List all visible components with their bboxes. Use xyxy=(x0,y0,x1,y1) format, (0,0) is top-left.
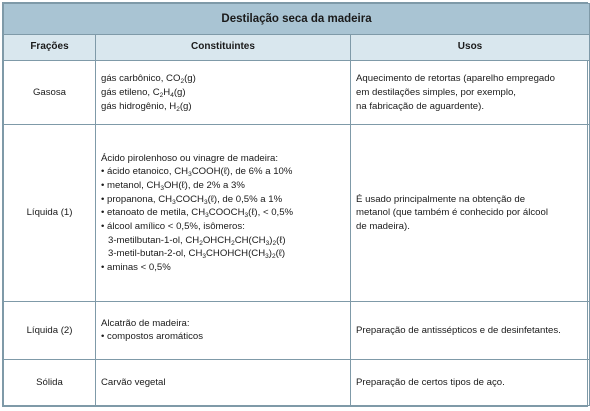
constituinte-line: 3-metil-butan-2-ol, $CH_3CHOHCH(CH_3)_2(\ell)$ xyxy=(108,248,286,261)
header-usos: Usos xyxy=(351,34,590,61)
constituinte-line: • aminas < 0,5% xyxy=(101,261,171,273)
constituinte-line: • metanol, $CH_3OH(\ell)$, de 2% a 3% xyxy=(101,180,245,193)
header-constituintes: Constituintes xyxy=(96,34,351,61)
uso-line: É usado principalmente na obtenção de xyxy=(356,193,526,205)
distillation-table xyxy=(3,3,590,406)
table-row xyxy=(4,125,590,302)
fracao-cell: Líquida (2) xyxy=(4,301,96,359)
usos-cell xyxy=(351,360,590,406)
constituintes-cell xyxy=(96,360,351,406)
fracao-cell: Líquida (1) xyxy=(4,125,96,302)
fracao-cell: Gasosa xyxy=(4,61,96,125)
constituintes-cell xyxy=(96,301,351,359)
constituinte-line: Ácido pirolenhoso ou vinagre de madeira: xyxy=(101,152,279,164)
uso-line: Aquecimento de retortas (aparelho empregado xyxy=(356,73,555,85)
table-row xyxy=(4,301,590,359)
constituinte-line: gás etileno, $C_2H_4(g)$ xyxy=(101,86,186,99)
title-row xyxy=(4,4,590,35)
constituinte-line: • propanona, $CH_3COCH_3(\ell)$, de 0,5% a 1% xyxy=(101,193,283,206)
constituinte-line: Alcatrão de madeira: xyxy=(101,317,190,329)
uso-line: Preparação de antissépticos e de desinfetantes. xyxy=(356,324,561,336)
constituinte-line: gás hidrogênio, $H_2(g)$ xyxy=(101,100,192,113)
constituintes-cell xyxy=(96,125,351,302)
uso-line: metanol (que também é conhecido por álcool xyxy=(356,207,548,219)
constituintes-cell xyxy=(96,61,351,125)
constituinte-line: • ácido etanoico, $CH_3COOH(\ell)$, de 6% a 10% xyxy=(101,166,293,179)
usos-cell xyxy=(351,301,590,359)
uso-line: em destilações simples, por exemplo, xyxy=(356,86,516,98)
table-title: Destilação seca da madeira xyxy=(4,4,590,35)
constituinte-line: 3-metilbutan-1-ol, $CH_2OHCH_2CH(CH_3)_2(\ell)$ xyxy=(108,234,286,247)
table-row xyxy=(4,61,590,125)
constituinte-line: • etanoato de metila, $CH_3COOCH_3(\ell)$, < 0,5% xyxy=(101,207,294,220)
usos-cell xyxy=(351,125,590,302)
uso-line: na fabricação de aguardente). xyxy=(356,100,485,112)
constituinte-line: gás carbônico, $CO_2(g)$ xyxy=(101,73,196,86)
table-row xyxy=(4,360,590,406)
fracao-cell: Sólida xyxy=(4,360,96,406)
usos-cell xyxy=(351,61,590,125)
uso-line: Preparação de certos tipos de aço. xyxy=(356,376,505,388)
uso-line: de madeira). xyxy=(356,220,410,232)
header-fracoes: Frações xyxy=(4,34,96,61)
constituinte-line: • álcool amílico < 0,5%, isômeros: xyxy=(101,220,245,232)
header-row xyxy=(4,34,590,61)
constituinte-line: • compostos aromáticos xyxy=(101,331,203,343)
constituinte-line: Carvão vegetal xyxy=(101,376,166,388)
distillation-table-container xyxy=(2,2,588,407)
